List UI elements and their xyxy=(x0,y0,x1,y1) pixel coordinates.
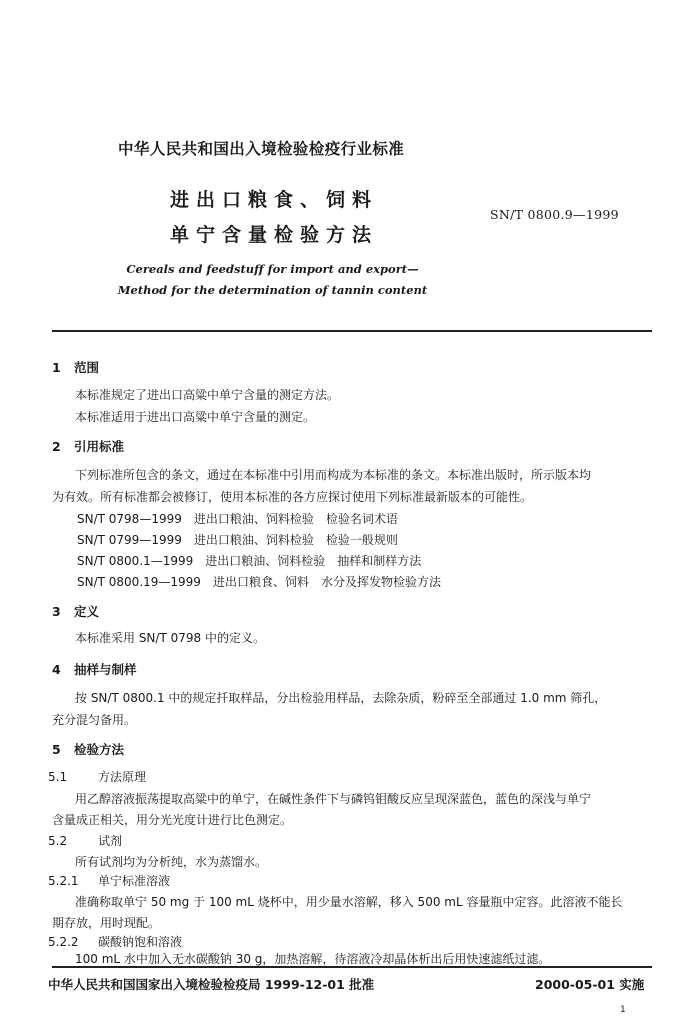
subsection-title: 方法原理 xyxy=(98,770,147,784)
effective-date: 2000-05-01 实施 xyxy=(535,977,645,992)
page-number: 1 xyxy=(620,1005,626,1015)
reference-item: SN/T 0798—1999 进出口粮油、饲料检验 检验名词术语 xyxy=(77,512,398,526)
english-title-line-2: Method for the determination of tannin content xyxy=(117,283,428,297)
paragraph-continuation: 期存放，用时现配。 xyxy=(52,916,161,930)
section-number: 5 xyxy=(52,742,61,757)
section-4-heading xyxy=(52,660,137,678)
subsection-number: 5.1 xyxy=(48,770,68,784)
section-1-heading xyxy=(52,358,99,376)
paragraph: 100 mL 水中加入无水碳酸钠 30 g，加热溶解，待溶液冷却晶体析出后用快速滤纸过滤。 xyxy=(75,952,551,966)
paragraph: 准确称取单宁 50 mg 于 100 mL 烧杯中，用少量水溶解，移入 500 mL 容量瓶中定容。此溶液不能长 xyxy=(75,895,623,909)
paragraph: 本标准适用于进出口高粱中单宁含量的测定。 xyxy=(75,410,316,424)
section-number: 2 xyxy=(52,439,61,454)
footer-divider xyxy=(52,966,652,968)
document-title-line-2: 单宁含量检验方法 xyxy=(170,224,379,246)
paragraph-continuation: 为有效。所有标准都会被修订，使用本标准的各方应探讨使用下列标准最新版本的可能性。 xyxy=(52,490,533,504)
section-title: 引用标准 xyxy=(74,439,125,454)
subsection-number: 5.2 xyxy=(48,834,68,848)
subsection-5-1-heading xyxy=(48,768,146,785)
section-title: 定义 xyxy=(74,604,100,619)
paragraph: 用乙醇溶液振荡提取高粱中的单宁，在碱性条件下与磷钨钼酸反应呈现深蓝色，蓝色的深浅与单宁 xyxy=(75,792,592,806)
subsection-5-2-1-heading xyxy=(48,872,170,889)
section-3-heading xyxy=(52,602,99,620)
subsection-number: 5.2.2 xyxy=(48,935,79,949)
document-title-line-1: 进出口粮食、饲料 xyxy=(170,189,379,211)
section-title: 检验方法 xyxy=(74,742,125,757)
reference-item: SN/T 0800.1—1999 进出口粮油、饲料检验 抽样和制样方法 xyxy=(77,554,422,568)
paragraph: 按 SN/T 0800.1 中的规定扦取样品，分出检验用样品，去除杂质，粉碎至全部通过 1.0 mm 筛孔， xyxy=(75,691,607,705)
subsection-5-2-2-heading xyxy=(48,933,182,950)
reference-item: SN/T 0800.19—1999 进出口粮食、饲料 水分及挥发物检验方法 xyxy=(77,575,441,589)
section-2-heading xyxy=(52,437,124,455)
reference-item: SN/T 0799—1999 进出口粮油、饲料检验 检验一般规则 xyxy=(77,533,398,547)
subsection-title: 碳酸钠饱和溶液 xyxy=(98,935,183,949)
section-number: 3 xyxy=(52,604,61,619)
subsection-number: 5.2.1 xyxy=(48,874,79,888)
english-title-line-1: Cereals and feedstuff for import and export— xyxy=(126,262,419,276)
paragraph-continuation: 含量成正相关，用分光光度计进行比色测定。 xyxy=(52,813,293,827)
section-title: 范围 xyxy=(74,360,100,375)
section-5-heading xyxy=(52,740,124,758)
paragraph: 本标准规定了进出口高粱中单宁含量的测定方法。 xyxy=(75,388,340,402)
section-title: 抽样与制样 xyxy=(74,662,137,677)
standard-number: SN/T 0800.9—1999 xyxy=(490,207,619,222)
paragraph: 下列标准所包含的条文，通过在本标准中引用而构成为本标准的条文。本标准出版时，所示版本均 xyxy=(75,468,592,482)
issuing-authority: 中华人民共和国出入境检验检疫行业标准 xyxy=(118,140,405,158)
approval-statement: 中华人民共和国国家出入境检验检疫局 1999-12-01 批准 xyxy=(48,977,375,992)
subsection-title: 单宁标准溶液 xyxy=(98,874,171,888)
paragraph-continuation: 充分混匀备用。 xyxy=(52,713,137,727)
section-number: 4 xyxy=(52,662,61,677)
paragraph: 所有试剂均为分析纯，水为蒸馏水。 xyxy=(75,855,268,869)
header-divider xyxy=(52,330,652,332)
subsection-5-2-heading xyxy=(48,832,122,849)
section-number: 1 xyxy=(52,360,61,375)
subsection-title: 试剂 xyxy=(98,834,123,848)
paragraph: 本标准采用 SN/T 0798 中的定义。 xyxy=(75,631,265,645)
